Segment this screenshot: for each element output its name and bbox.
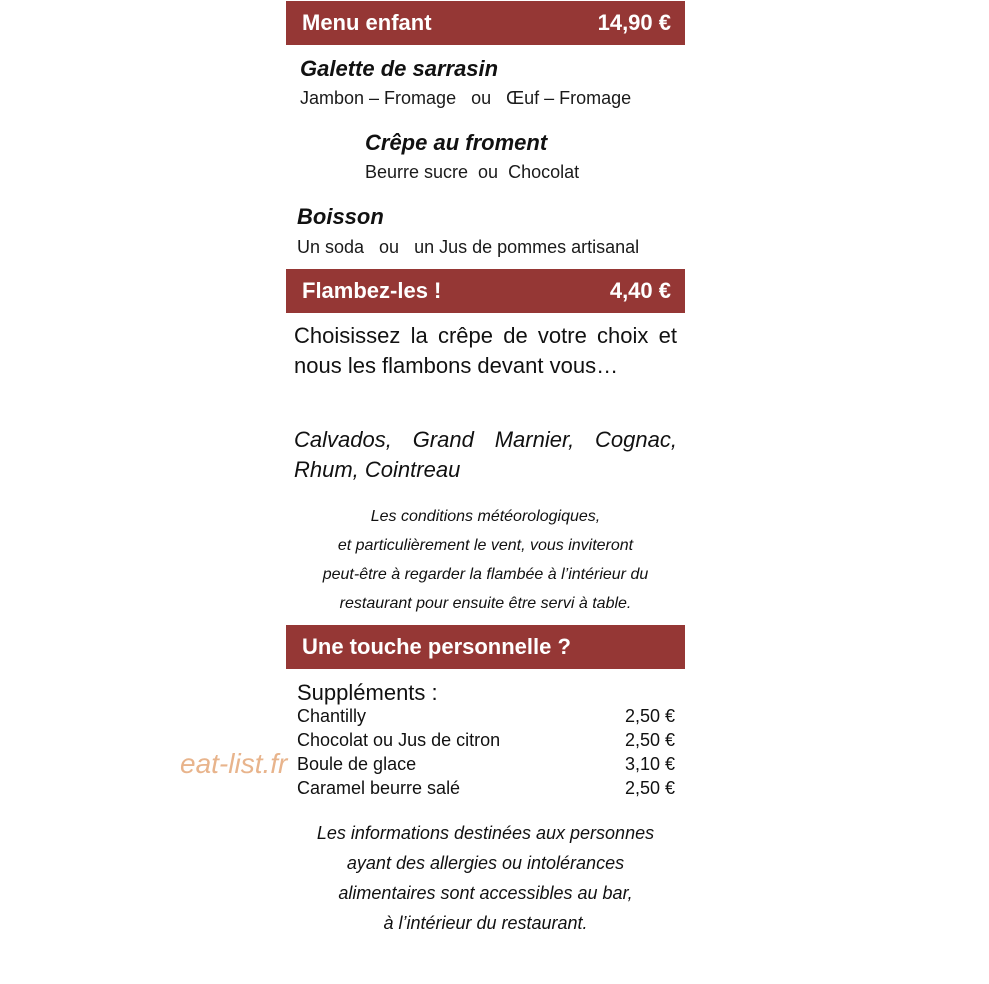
note-line: et particulièrement le vent, vous inviteront [337, 537, 634, 554]
allergy-note [286, 818, 685, 938]
crepe-title: Crêpe au froment [365, 130, 548, 155]
flambez-weather-note [286, 502, 685, 618]
flambez-alcools: Calvados, Grand Marnier, Cognac, Rhum, Cointreau [294, 427, 677, 482]
boisson-title: Boisson [297, 204, 384, 229]
flambez-price: 4,40 € [609, 278, 671, 303]
menu-enfant-title: Menu enfant [302, 10, 432, 35]
galette-desc: Jambon – Fromage ou Œuf – Fromage [300, 88, 632, 108]
note-line: peut-être à regarder la flambée à l’intérieur du [322, 566, 649, 583]
supplement-price: 2,50 € [624, 706, 675, 726]
supplement-name: Chocolat ou Jus de citron [297, 730, 501, 750]
list-item [297, 778, 675, 802]
crepe-desc: Beurre sucre ou Chocolat [365, 162, 580, 182]
touche-title: Une touche personnelle ? [302, 634, 571, 659]
flambez-text: Choisissez la crêpe de votre choix et nous les flambons devant vous… [294, 323, 677, 378]
supplements-label: Suppléments : [297, 680, 438, 705]
note-line: restaurant pour ensuite être servi à table. [339, 595, 632, 612]
note-line: ayant des allergies ou intolérances [346, 853, 625, 873]
list-item [297, 730, 675, 754]
galette-title: Galette de sarrasin [300, 56, 499, 81]
touche-header [286, 625, 685, 669]
boisson-desc: Un soda ou un Jus de pommes artisanal [297, 237, 640, 257]
flambez-header [286, 269, 685, 313]
note-line: Les conditions météorologiques, [370, 508, 601, 525]
supplement-name: Chantilly [297, 706, 367, 726]
supplement-name: Boule de glace [297, 754, 417, 774]
list-item [297, 754, 675, 778]
watermark-logo: eat-list.fr [180, 748, 288, 779]
supplement-price: 3,10 € [624, 754, 675, 774]
note-line: à l’intérieur du restaurant. [383, 913, 588, 933]
note-line: alimentaires sont accessibles au bar, [338, 883, 633, 903]
flambez-title: Flambez-les ! [302, 278, 442, 303]
supplement-name: Caramel beurre salé [297, 778, 461, 798]
supplements-list [297, 706, 675, 802]
supplement-price: 2,50 € [624, 730, 675, 750]
list-item [297, 706, 675, 730]
supplement-price: 2,50 € [624, 778, 675, 798]
menu-enfant-price: 14,90 € [597, 10, 671, 35]
note-line: Les informations destinées aux personnes [316, 823, 655, 843]
menu-enfant-header [286, 1, 685, 45]
